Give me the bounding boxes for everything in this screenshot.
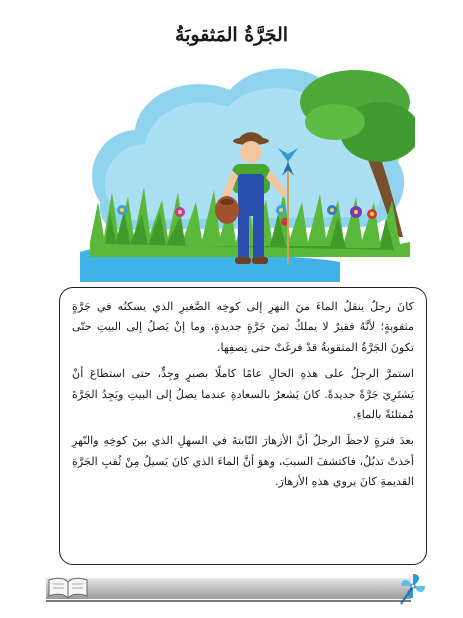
page-title: الجَرَّةُ المَثقوبَةُ — [174, 24, 289, 46]
story-paragraph-1: كانَ رجلٌ ينقلُ الماءَ منَ النهرِ إلى كوخِه الصَّغيرِ الذي يسكنُه في جَرَّةٍ مثقوبةٍ؛ لأنَّهُ فقيرٌ لا يملكُ ثمنَ جَرَّةٍ جديدةٍ، وما إنْ يَصلُ إلى البيتِ حتّى تكونَ الجَرَّةُ المثقوبةُ قدْ فرغَتْ حتى نِصفِها. — [72, 300, 414, 354]
story-paragraph-2: استمرَّ الرجلُ على هذهِ الحالِ عامًا كاملًا بصبرٍ وجِدٍّ، حتى استطاعَ أنْ يَشتَرِيَ جَرَّةً جديدةً. كانَ يَشعرُ بالسعادةِ عندما يصلُ إلى البيتِ ويَجِدُ الجَرَّةَ مُمتلئةً بالماءِ. — [72, 367, 414, 422]
story-illustration — [80, 52, 415, 282]
story-text-box — [59, 287, 427, 565]
open-book-icon — [46, 574, 90, 600]
story-paragraph-3: بعدَ فترةٍ لاحظَ الرجلُ أنَّ الأزهارَ النّابتةَ في السهلِ الذي بينَ كوخِهِ والنّهرِ أخذتْ تذبُلُ، فاكتشفَ السببَ، وهوَ أنَّ الماءَ الذي كانَ يَسيلُ مِنْ ثُقبِ الجَرَّةِ القديمةِ كانَ يروي هذهِ الأزهارَ. — [72, 434, 414, 489]
footer-divider — [46, 600, 411, 602]
footer-band — [46, 578, 411, 599]
pinwheel-icon — [395, 570, 431, 606]
